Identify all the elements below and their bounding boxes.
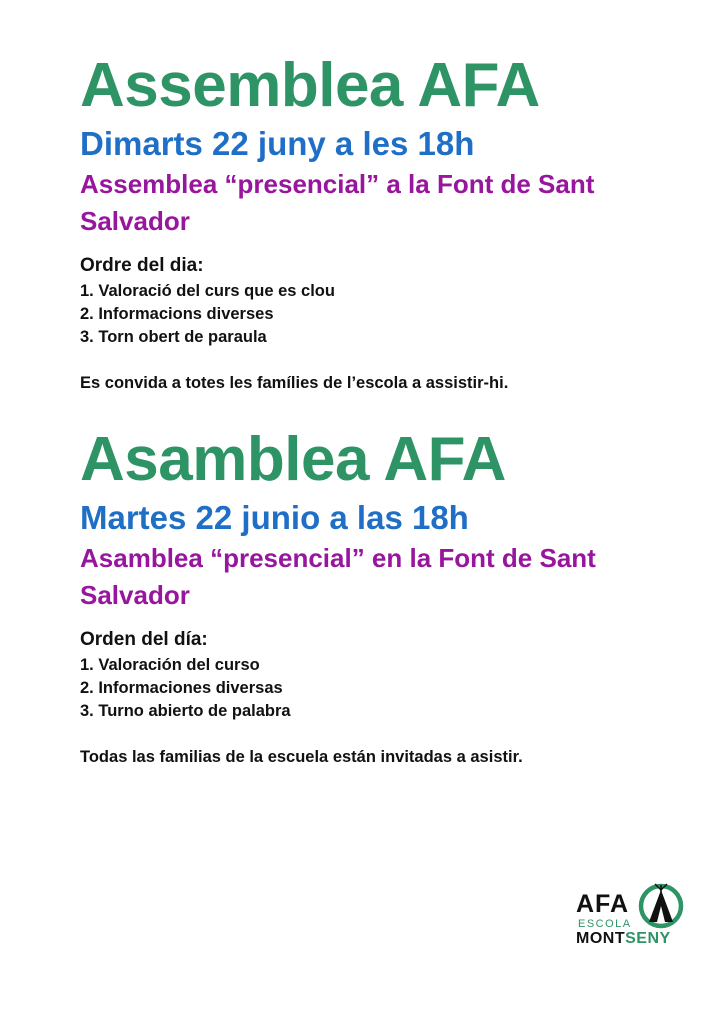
logo-afa-text: AFA <box>576 890 629 918</box>
list-item: 2. Informacions diverses <box>80 305 274 323</box>
list-item: 3. Turno abierto de palabra <box>80 702 291 720</box>
logo-seny-text: SENY <box>625 930 671 947</box>
spanish-date: Martes 22 junio a las 18h <box>80 499 469 536</box>
spanish-invitation-note: Todas las familias de la escuela están invitadas a asistir. <box>80 748 523 766</box>
spanish-agenda-title: Orden del día: <box>80 629 208 650</box>
list-item: 3. Torn obert de paraula <box>80 328 267 346</box>
spanish-title: Asamblea AFA <box>80 425 506 494</box>
logo-mont-text: MONT <box>576 930 626 947</box>
list-item: 1. Valoració del curs que es clou <box>80 282 335 300</box>
list-item: 2. Informaciones diversas <box>80 679 283 697</box>
afa-montseny-logo <box>576 880 688 952</box>
spanish-agenda-list <box>80 654 700 723</box>
tent-in-circle-icon <box>636 882 686 932</box>
list-item: 1. Valoración del curso <box>80 656 260 674</box>
catalan-agenda-list <box>80 280 700 349</box>
catalan-invitation-note: Es convida a totes les famílies de l’escola a assistir-hi. <box>80 374 509 392</box>
logo-escola-text: ESCOLA <box>578 918 632 930</box>
catalan-announcement <box>80 50 700 394</box>
catalan-date: Dimarts 22 juny a les 18h <box>80 125 475 162</box>
catalan-title: Assemblea AFA <box>80 51 540 120</box>
spanish-place: Asamblea “presencial” en la Font de Sant Salvador <box>80 543 596 610</box>
catalan-agenda-title: Ordre del dia: <box>80 255 204 276</box>
spanish-announcement <box>80 424 700 768</box>
catalan-place: Assemblea “presencial” a la Font de Sant Salvador <box>80 169 595 236</box>
logo-montseny-text <box>576 930 671 948</box>
